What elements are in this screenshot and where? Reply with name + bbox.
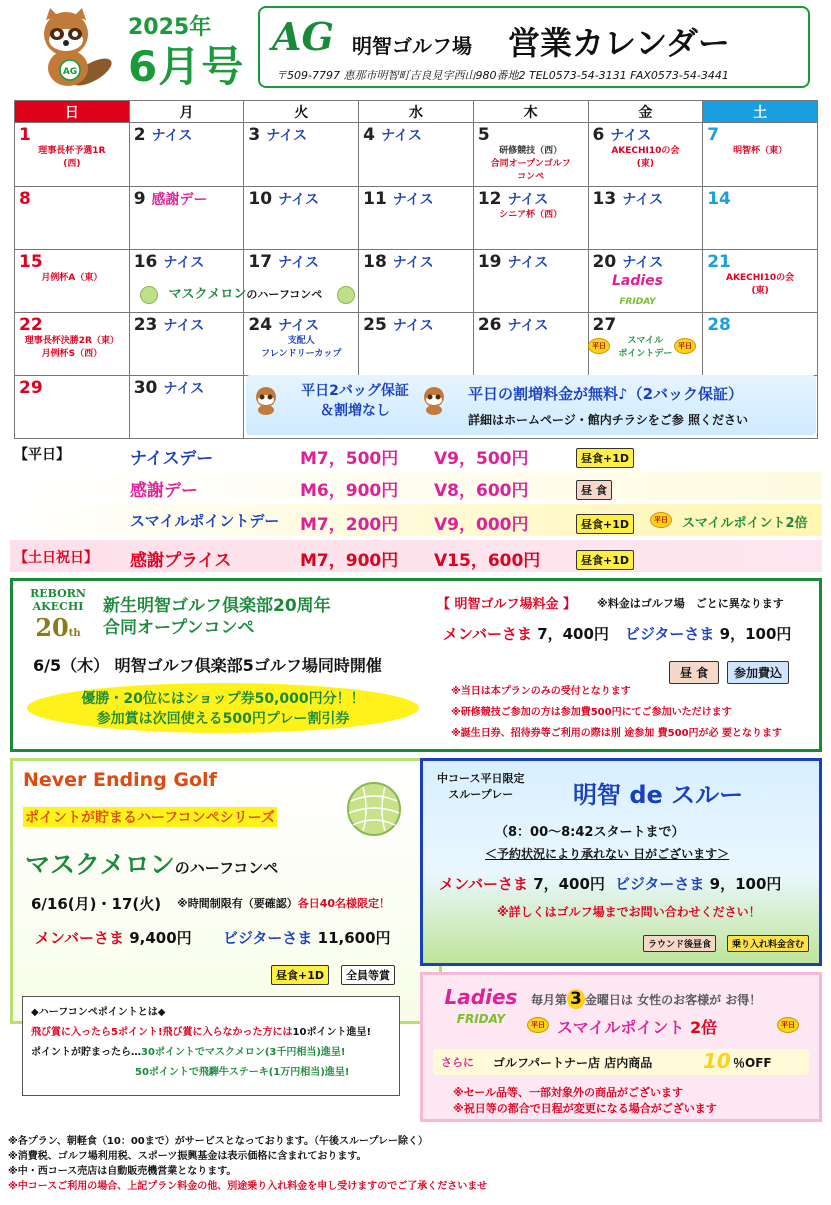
calendar-event: フレンドリーカップ bbox=[261, 349, 342, 359]
ladies-line-a: 毎月第 bbox=[531, 993, 568, 1007]
price-plan-name: 感謝デー bbox=[130, 481, 198, 501]
visitor-price: 9，100円 bbox=[709, 875, 782, 893]
reborn-notes bbox=[451, 681, 782, 744]
price-row bbox=[10, 540, 822, 572]
calendar-week-row bbox=[15, 313, 818, 376]
day-header bbox=[478, 252, 584, 272]
mascot-small-icon bbox=[252, 385, 280, 415]
calendar-event: 合同オープンゴルフ bbox=[490, 159, 571, 169]
day-header bbox=[19, 189, 125, 209]
calendar-day-cell bbox=[359, 250, 474, 313]
price-plan-name: 感謝プライス bbox=[130, 551, 232, 571]
calendar-day-cell bbox=[703, 123, 818, 187]
price-row bbox=[10, 440, 822, 468]
day-number: 21 bbox=[707, 252, 731, 272]
price-plan-name: ナイスデー bbox=[130, 449, 214, 469]
ladies-num: 3 bbox=[567, 989, 585, 1009]
price-tag: 昼 食 bbox=[576, 480, 612, 500]
reborn-prize1: 優勝・20位にはショップ券50,000円分！！ bbox=[81, 691, 365, 707]
member-price: M7，500円 bbox=[300, 449, 399, 469]
nice-day-label: ナイス bbox=[622, 192, 664, 208]
melon-icon bbox=[339, 781, 409, 837]
day-number: 9 bbox=[133, 189, 146, 209]
reborn-note: ※誕生日券、招待券等ご利用の際は別 途参加 費500円が必 要となります bbox=[451, 728, 783, 739]
never-ending-golf-box bbox=[10, 758, 442, 1024]
thru-visitor-price bbox=[615, 873, 781, 894]
ladies-note: ※祝日等の都合で日程が変更になる場合がございます bbox=[453, 1102, 717, 1115]
day-number: 4 bbox=[363, 125, 375, 145]
visitor-price: 11,600円 bbox=[317, 929, 391, 947]
course-name: 明智ゴルフ場 bbox=[352, 34, 472, 58]
thru-badge bbox=[437, 771, 524, 803]
day-number: 11 bbox=[363, 189, 387, 209]
day-header bbox=[19, 252, 125, 272]
calendar-event: 理事長杯決勝2R（東） bbox=[24, 336, 119, 346]
day-header bbox=[134, 378, 240, 398]
day-header bbox=[134, 189, 240, 209]
never-visitor-price bbox=[223, 927, 391, 948]
day-number: 20 bbox=[592, 252, 617, 272]
promo-right-line1: 平日の割増料金が無料♪（2バック保証） bbox=[468, 385, 744, 403]
promo-banner bbox=[246, 375, 816, 435]
day-number: 15 bbox=[19, 252, 43, 272]
ladies-logo-bottom: FRIDAY bbox=[619, 297, 656, 307]
day-number: 10 bbox=[248, 189, 273, 209]
weekday-thu: 木 bbox=[473, 101, 588, 123]
reborn-title1: 新生明智ゴルフ倶楽部20周年 bbox=[103, 596, 331, 616]
day-header bbox=[134, 315, 240, 335]
point-line1b: 10ポイント進呈! bbox=[292, 1027, 372, 1038]
thru-title: 明智 de スルー bbox=[573, 781, 744, 809]
weekday-header-row bbox=[15, 101, 818, 123]
thru-badge1: 中コース平日限定 bbox=[437, 772, 525, 785]
akechi-de-thru-box bbox=[420, 758, 822, 966]
address-line: 〒509-7797 恵那市明智町吉良見字西山980番地2 TEL0573-54-3131 FAX0573-54-3441 bbox=[276, 69, 729, 82]
calendar-day-cell bbox=[473, 187, 588, 250]
day-number: 27 bbox=[592, 315, 617, 335]
calendar-event: コンペ bbox=[517, 172, 545, 182]
issue-label: 6月号 bbox=[128, 42, 245, 91]
fee-heading: 【 明智ゴルフ場料金 】 bbox=[437, 597, 577, 612]
day-number: 26 bbox=[477, 315, 502, 335]
calendar-event: (西) bbox=[63, 159, 81, 169]
calendar-event: シニア杯（西） bbox=[499, 210, 563, 220]
reborn-logo-mid: AKECHI bbox=[32, 600, 84, 613]
ladies-smile-label: スマイルポイント bbox=[557, 1018, 685, 1037]
price-tag: 参加費込 bbox=[727, 661, 789, 684]
weekday-wed: 水 bbox=[359, 101, 474, 123]
day-header bbox=[19, 125, 125, 145]
visitor-price: V9，500円 bbox=[434, 449, 529, 469]
nice-day-label: ナイス bbox=[266, 128, 308, 144]
mascot-raccoon-illustration bbox=[30, 8, 120, 90]
calendar-event: スマイル bbox=[627, 336, 664, 346]
calendar-event: ポイントデー bbox=[618, 349, 673, 359]
document-title: 営業カレンダー bbox=[508, 24, 730, 62]
point-line3: 50ポイントで飛騨牛ステーキ(1万円相当)進呈! bbox=[135, 1067, 350, 1078]
day-number: 1 bbox=[19, 125, 31, 145]
day-number: 5 bbox=[477, 125, 490, 145]
day-header bbox=[363, 252, 469, 272]
reborn-member-price bbox=[443, 623, 609, 644]
nice-day-label: ナイス bbox=[278, 318, 319, 334]
point-line2b: 30ポイントでマスクメロン(3千円相当)進呈! bbox=[141, 1047, 346, 1058]
member-label: メンバーさま bbox=[439, 875, 528, 893]
price-tag: 昼食+1D bbox=[576, 550, 634, 570]
day-number: 13 bbox=[592, 189, 617, 209]
reborn-prize-box bbox=[27, 683, 419, 733]
thru-member-price bbox=[439, 873, 605, 894]
nice-day-label: ナイス bbox=[163, 381, 205, 397]
calendar-event: 支配人 bbox=[287, 336, 315, 346]
day-header bbox=[707, 315, 813, 335]
footer-note: ※中コースご利用の場合、上記プラン料金の他、別途乗り入れ料金を申し受けますのでご了承くださいませ bbox=[8, 1181, 488, 1192]
thru-time: （8：00～8:42スタートまで） bbox=[495, 825, 685, 840]
mascot-badge-text: AG bbox=[62, 67, 78, 77]
price-tag: 昼食+1D bbox=[271, 965, 329, 985]
day-header bbox=[478, 125, 584, 145]
calendar-week-row bbox=[15, 187, 818, 250]
never-main: マスクメロン bbox=[25, 850, 175, 879]
reborn-prize2: 参加賞は次回使える500円プレー割引券 bbox=[96, 711, 350, 727]
day-header bbox=[593, 315, 699, 335]
calendar-day-cell bbox=[15, 313, 130, 376]
member-price: M7，900円 bbox=[300, 551, 399, 571]
calendar-day-cell bbox=[703, 250, 818, 313]
day-header bbox=[363, 125, 469, 145]
day-number: 30 bbox=[133, 378, 158, 398]
nice-day-label: ナイス bbox=[278, 192, 319, 208]
calendar-event: AKECHI10の会 bbox=[611, 146, 680, 156]
nice-day-label: ナイス bbox=[507, 255, 549, 271]
member-price: 9,400円 bbox=[129, 929, 192, 947]
day-number: 25 bbox=[363, 315, 387, 335]
ladies-logo-bottom: FRIDAY bbox=[456, 1012, 506, 1026]
thru-caution: ＜予約状況により承れない 日がございます＞ bbox=[485, 847, 730, 861]
point-line2 bbox=[31, 1043, 391, 1063]
weekday-mon: 月 bbox=[129, 101, 244, 123]
day-number: 16 bbox=[133, 252, 158, 272]
fee-note: ※料金はゴルフ場 ごとに異なります bbox=[597, 597, 784, 610]
heijitsu-badge-icon: 平日 bbox=[650, 512, 672, 528]
point-explanation-box bbox=[22, 996, 400, 1096]
day-header bbox=[363, 315, 469, 335]
calendar-day-cell bbox=[129, 313, 244, 376]
ladies-notes bbox=[453, 1085, 717, 1117]
day-header bbox=[19, 378, 125, 398]
year-label: 2025年 bbox=[128, 15, 212, 40]
member-price: M7，200円 bbox=[300, 515, 399, 535]
never-date: 6/16(月)・17(火) bbox=[31, 895, 162, 913]
day-header bbox=[248, 315, 354, 335]
day-header bbox=[134, 252, 240, 272]
footer-note: ※各プラン、朝軽食（10：00まで）がサービスとなっております。（午後スループレー除く） bbox=[8, 1136, 429, 1147]
never-title: Never Ending Golf bbox=[23, 769, 217, 791]
calendar-day-cell bbox=[359, 313, 474, 376]
nice-day-label: ナイス bbox=[163, 255, 205, 271]
day-header bbox=[593, 189, 699, 209]
visitor-price: V9，000円 bbox=[434, 515, 529, 535]
never-limit-a: ※時間制限有（要確認） bbox=[177, 897, 298, 910]
melon-banner-main: マスクメロン bbox=[168, 287, 247, 302]
point-line2a: ポイントが貯まったら… bbox=[31, 1047, 141, 1058]
reborn-logo-suffix: th bbox=[68, 628, 81, 639]
visitor-price: V8，600円 bbox=[434, 481, 529, 501]
member-price: M6，900円 bbox=[300, 481, 399, 501]
nice-day-label: ナイス bbox=[507, 192, 549, 208]
day-header bbox=[593, 125, 699, 145]
ladies-note: ※セール品等、一部対象外の商品がございます bbox=[453, 1086, 684, 1099]
calendar-day-cell bbox=[703, 187, 818, 250]
visitor-label: ビジターさま bbox=[615, 875, 705, 893]
smile-point-note: スマイルポイント2倍 bbox=[682, 516, 808, 531]
reborn-note: ※当日は本プランのみの受付となります bbox=[451, 686, 631, 697]
melon-icon bbox=[140, 286, 158, 304]
promo-left-line2: ＆割増なし bbox=[320, 403, 390, 419]
ladies-sarani: さらに bbox=[441, 1056, 474, 1069]
nice-day-label: ナイス bbox=[392, 192, 434, 208]
reborn-note: ※研修競技ご参加の方は参加費500円にてご参加いただけます bbox=[451, 707, 732, 718]
weekday-fri: 金 bbox=[588, 101, 703, 123]
calendar-day-cell bbox=[15, 123, 130, 187]
reborn-date-line: 6/5（木） 明智ゴルフ倶楽部5ゴルフ場同時開催 bbox=[33, 656, 382, 675]
never-series: ポイントが貯まるハーフコンペシリーズ bbox=[23, 807, 277, 827]
day-number: 17 bbox=[248, 252, 273, 272]
day-number: 3 bbox=[248, 125, 261, 145]
ladies-friday-box bbox=[420, 972, 822, 1122]
visitor-price: V15，600円 bbox=[434, 551, 541, 571]
price-row bbox=[10, 472, 822, 500]
calendar-day-cell bbox=[244, 123, 359, 187]
ladies-friday-logo bbox=[441, 985, 521, 1027]
holiday-label: 【土日祝日】 bbox=[14, 550, 98, 566]
reborn-title2: 合同オープンコンペ bbox=[103, 618, 255, 638]
visitor-label: ビジターさま bbox=[223, 929, 313, 947]
nice-day-label: ナイス bbox=[278, 255, 319, 271]
weekday-tue: 火 bbox=[244, 101, 359, 123]
footer-note: ※中・西コース売店は自動販売機営業となります。 bbox=[8, 1166, 237, 1177]
price-tag: 昼食+1D bbox=[576, 448, 634, 468]
day-header bbox=[707, 252, 813, 272]
thru-badge2: スループレー bbox=[448, 788, 514, 801]
price-tag: 乗り入れ料金含む bbox=[727, 935, 809, 952]
footer-note: ※消費税、ゴルフ場利用税、スポーツ振興基金は表示価格に含まれております。 bbox=[8, 1151, 367, 1162]
weekday-sat: 土 bbox=[703, 101, 818, 123]
price-table bbox=[10, 440, 822, 574]
day-header bbox=[248, 125, 354, 145]
ladies-off-unit: ％OFF bbox=[733, 1056, 772, 1070]
calendar-day-cell bbox=[703, 313, 818, 376]
calendar-day-cell bbox=[129, 376, 244, 439]
point-line1 bbox=[31, 1023, 391, 1043]
day-number: 19 bbox=[477, 252, 502, 272]
ladies-friday-logo-small bbox=[610, 270, 665, 310]
calendar-day-cell bbox=[588, 123, 703, 187]
nice-day-label: ナイス bbox=[622, 255, 664, 271]
price-tag: 昼食+1D bbox=[576, 514, 634, 534]
day-number: 14 bbox=[707, 189, 731, 209]
point-heading: ◆ハーフコンペポイントとは◆ bbox=[31, 1007, 166, 1018]
calendar-event: (東) bbox=[636, 159, 654, 169]
mascot-small-icon bbox=[420, 385, 448, 415]
day-number: 7 bbox=[707, 125, 720, 145]
day-number: 2 bbox=[133, 125, 146, 145]
kansha-day-label: 感謝デー bbox=[151, 192, 208, 208]
reborn-20th-compe-box bbox=[10, 578, 822, 752]
weekday-label: 【平日】 bbox=[14, 447, 70, 463]
ladies-logo-top: Ladies bbox=[444, 985, 518, 1009]
ladies-line-b: 金曜日は bbox=[584, 993, 633, 1007]
calendar-event: 月例杯A（東） bbox=[41, 273, 103, 283]
day-header bbox=[707, 125, 813, 145]
ladies-line-d: が お得！ bbox=[709, 993, 762, 1007]
nice-day-label: ナイス bbox=[507, 318, 549, 334]
price-row bbox=[10, 504, 822, 536]
footer-notes bbox=[8, 1134, 823, 1194]
promo-left-line1: 平日2バッグ保証 bbox=[301, 383, 409, 399]
calendar-event: AKECHI10の会 bbox=[726, 273, 795, 283]
reborn-visitor-price bbox=[625, 623, 791, 644]
nice-day-label: ナイス bbox=[380, 128, 422, 144]
melon-banner-sub: のハーフコンペ bbox=[246, 288, 323, 301]
melon-icon bbox=[337, 286, 355, 304]
calendar-event: (東) bbox=[751, 286, 769, 296]
day-number: 8 bbox=[19, 189, 31, 209]
day-number: 24 bbox=[248, 315, 273, 335]
calendar-day-cell bbox=[473, 123, 588, 187]
nice-day-label: ナイス bbox=[392, 255, 434, 271]
day-header bbox=[19, 315, 125, 335]
calendar-day-cell bbox=[244, 187, 359, 250]
price-tag: 昼 食 bbox=[669, 661, 719, 684]
calendar-day-cell bbox=[359, 187, 474, 250]
calendar-day-cell bbox=[129, 187, 244, 250]
calendar-day-cell bbox=[15, 250, 130, 313]
course-logo: AG bbox=[272, 14, 334, 59]
heijitsu-badge-icon: 平日 bbox=[588, 338, 610, 354]
calendar-day-cell bbox=[473, 250, 588, 313]
heijitsu-badge-icon: 平日 bbox=[527, 1017, 549, 1033]
visitor-label: ビジターさま bbox=[625, 625, 715, 643]
ladies-shop: ゴルフパートナー店 店内商品 bbox=[493, 1056, 653, 1070]
heijitsu-badge-icon: 平日 bbox=[674, 338, 696, 354]
visitor-price: 9，100円 bbox=[719, 625, 792, 643]
nice-day-label: ナイス bbox=[151, 128, 193, 144]
promo-right-line2: 詳細はホームページ・館内チラシをご参 照ください bbox=[468, 413, 748, 427]
calendar-day-cell bbox=[129, 123, 244, 187]
melon-compe-banner bbox=[140, 283, 360, 304]
day-header bbox=[478, 189, 584, 209]
point-line1a: 飛び賞に入ったら5ポイント!飛び賞に入らなかった方には bbox=[31, 1027, 293, 1038]
day-header bbox=[707, 189, 813, 209]
calendar-day-cell bbox=[15, 376, 130, 439]
day-header bbox=[248, 189, 354, 209]
day-number: 23 bbox=[133, 315, 158, 335]
reborn-logo bbox=[23, 587, 93, 642]
ladies-logo-top: Ladies bbox=[611, 273, 664, 289]
never-main-title bbox=[25, 845, 278, 881]
day-header bbox=[134, 125, 240, 145]
member-label: メンバーさま bbox=[443, 625, 532, 643]
reborn-logo-top: REBORN bbox=[30, 587, 86, 600]
ladies-line bbox=[531, 989, 761, 1009]
ladies-smile bbox=[557, 1015, 717, 1038]
calendar-week-row bbox=[15, 250, 818, 313]
member-price: 7，400円 bbox=[537, 625, 609, 643]
calendar-event: 明智杯（東） bbox=[733, 146, 788, 156]
day-header bbox=[478, 315, 584, 335]
calendar-event: 理事長杯予選1R bbox=[38, 146, 106, 156]
day-number: 29 bbox=[19, 378, 43, 398]
calendar-day-cell bbox=[359, 123, 474, 187]
day-number: 28 bbox=[707, 315, 731, 335]
never-member-price bbox=[35, 927, 192, 948]
price-plan-name: スマイルポイントデー bbox=[130, 512, 280, 530]
calendar-day-cell bbox=[473, 313, 588, 376]
day-number: 6 bbox=[592, 125, 605, 145]
calendar-event: 研修競技（西） bbox=[499, 146, 563, 156]
ladies-off-num: 10 bbox=[703, 1049, 731, 1073]
price-tag: 全員等賞 bbox=[341, 965, 395, 985]
calendar-day-cell bbox=[244, 313, 359, 376]
never-main-suffix: のハーフコンペ bbox=[174, 859, 279, 877]
day-header bbox=[248, 252, 354, 272]
never-limit bbox=[177, 895, 390, 911]
day-number: 18 bbox=[363, 252, 387, 272]
reborn-logo-num: 20 bbox=[35, 613, 69, 642]
nice-day-label: ナイス bbox=[610, 128, 652, 144]
day-header bbox=[363, 189, 469, 209]
heijitsu-badge-icon: 平日 bbox=[777, 1017, 799, 1033]
ladies-sale-bar bbox=[433, 1049, 809, 1075]
ladies-smile-times: 2倍 bbox=[689, 1018, 718, 1037]
thru-contact: ※詳しくはゴルフ場までお問い合わせください！ bbox=[497, 905, 761, 919]
member-price: 7，400円 bbox=[533, 875, 605, 893]
never-limit-b: 各日40名様限定！ bbox=[297, 897, 391, 910]
nice-day-label: ナイス bbox=[392, 318, 434, 334]
member-label: メンバーさま bbox=[35, 929, 124, 947]
nice-day-label: ナイス bbox=[163, 318, 205, 334]
calendar-day-cell bbox=[588, 187, 703, 250]
day-header bbox=[593, 252, 699, 272]
ladies-line-c: 女性のお客様 bbox=[637, 993, 710, 1007]
day-number: 12 bbox=[477, 189, 502, 209]
day-number: 22 bbox=[19, 315, 43, 335]
calendar-day-cell bbox=[15, 187, 130, 250]
weekday-sun: 日 bbox=[15, 101, 130, 123]
calendar-event: 月例杯S（西） bbox=[41, 349, 103, 359]
calendar-week-row bbox=[15, 123, 818, 187]
price-tag: ラウンド後昼食 bbox=[643, 935, 716, 952]
